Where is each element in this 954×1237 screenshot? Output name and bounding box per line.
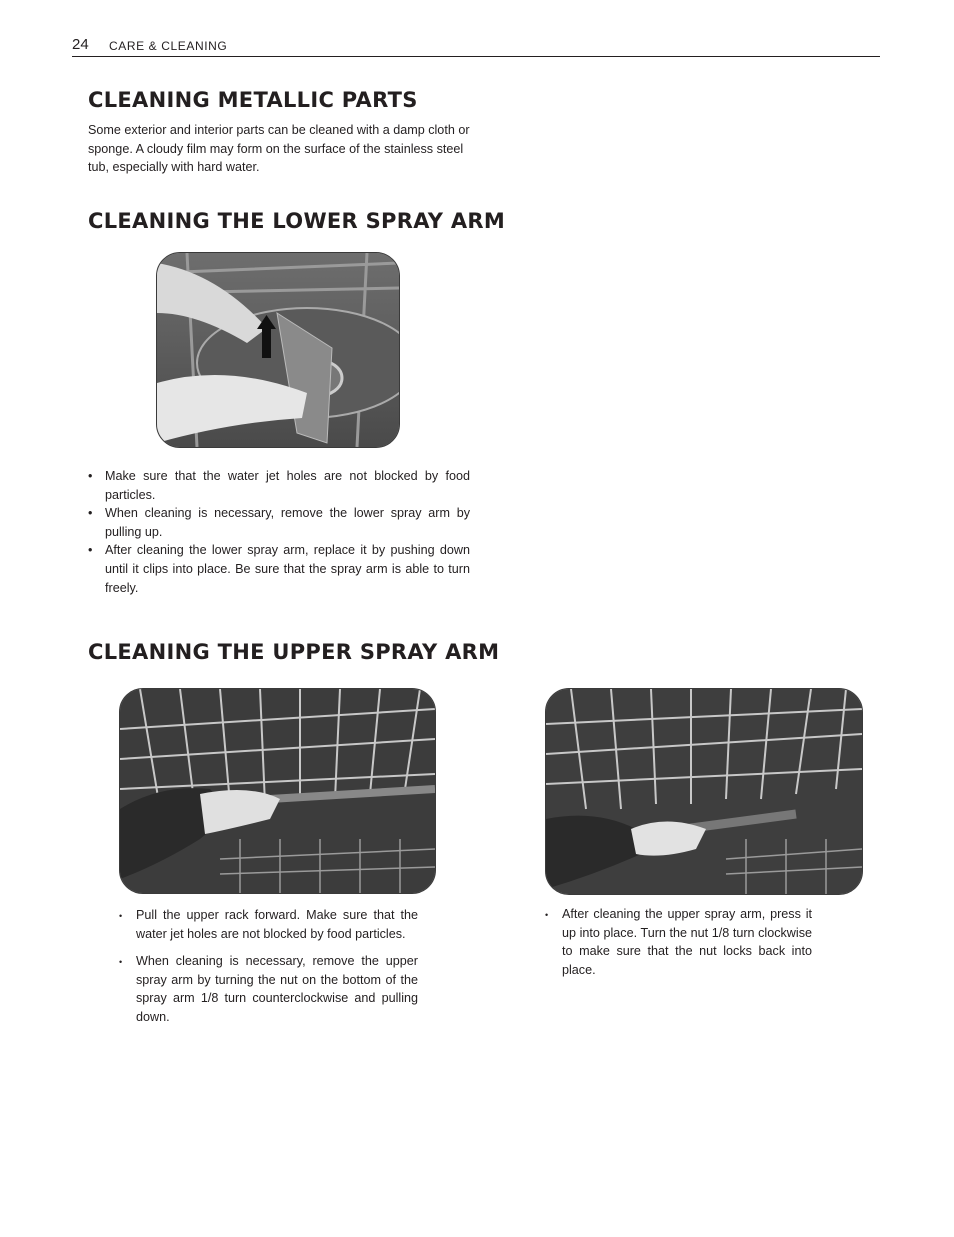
upper-spray-arm-replace-photo [545,688,863,895]
heading-lower-spray-arm: CLEANING THE LOWER SPRAY ARM [88,209,506,233]
bullet-icon: • [545,910,549,920]
heading-metallic-parts: CLEANING METALLIC PARTS [88,88,418,112]
list-item-text: After cleaning the lower spray arm, replace it by pushing down until it clips into place. Be sure that the spray arm is able to turn freely. [105,543,470,595]
bullet-icon: • [88,506,93,521]
list-item-text: When cleaning is necessary, remove the lower spray arm by pulling up. [105,506,470,539]
page-number: 24 [72,36,89,53]
list-item [119,906,418,943]
list-item [88,504,470,541]
bullet-icon: • [119,911,123,921]
lower-spray-arm-photo [156,252,400,448]
upper-spray-arm-list-left [119,906,418,1027]
heading-upper-spray-arm: CLEANING THE UPPER SPRAY ARM [88,640,500,664]
bullet-icon: • [119,957,123,968]
lower-spray-arm-list [88,467,470,597]
list-item-text: Make sure that the water jet holes are not blocked by food particles. [105,469,470,502]
list-item-text: When cleaning is necessary, remove the upper spray arm by turning the nut on the bottom of the spray arm 1/8 turn counterclockwise and pulling down. [136,954,418,1024]
bullet-icon: • [88,469,93,483]
upper-rack-pull-photo [119,688,436,894]
upper-spray-arm-list-right [545,905,812,979]
metallic-body-text: Some exterior and interior parts can be cleaned with a damp cloth or sponge. A cloudy film may form on the surface of the stainless steel tub, especially with hard water. [88,123,470,175]
list-item [88,541,470,597]
list-item [88,467,470,504]
list-item [545,905,812,979]
page-header [72,36,880,57]
bullet-icon: • [88,543,93,558]
list-item-text: Pull the upper rack forward. Make sure that the water jet holes are not blocked by food particles. [136,908,418,941]
list-item-text: After cleaning the upper spray arm, press it up into place. Turn the nut 1/8 turn clockwise to make sure that the nut locks back into place. [562,907,812,977]
section-label: CARE & CLEANING [109,39,228,53]
list-item [119,952,418,1026]
